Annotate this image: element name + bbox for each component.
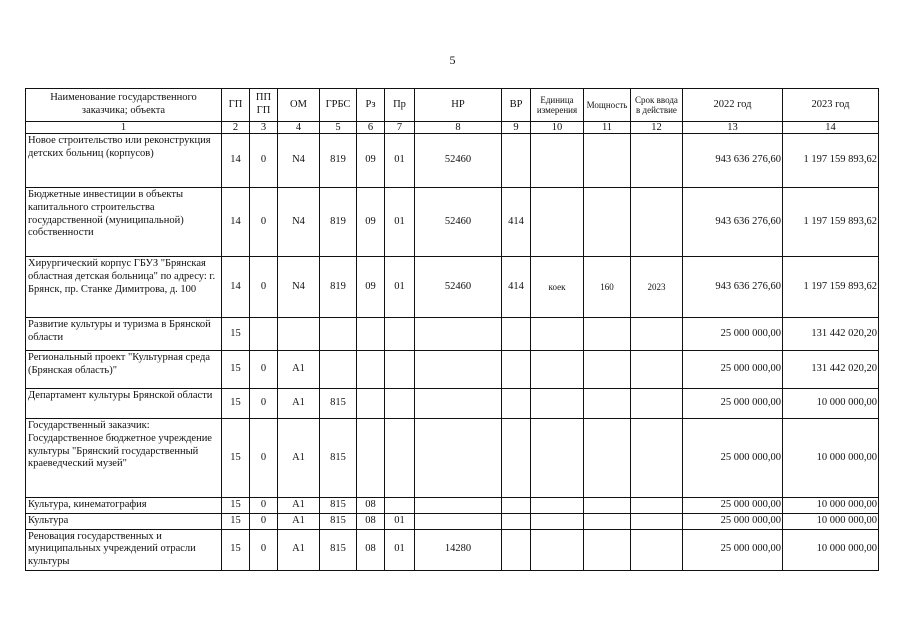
header-capacity: Мощность — [584, 89, 631, 122]
cell-vr — [502, 529, 531, 570]
cell-unit — [531, 513, 584, 529]
cell-2022: 25 000 000,00 — [683, 318, 783, 351]
header-om: ОМ — [278, 89, 320, 122]
table-row — [26, 257, 879, 318]
cell-name: Новое строительство или реконструкция детских больниц (корпусов) — [26, 134, 222, 188]
cell-pr: 01 — [385, 188, 415, 257]
header-ppgp-label: ППГП — [255, 92, 272, 116]
cell-om: N4 — [278, 134, 320, 188]
cell-2022: 943 636 276,60 — [683, 257, 783, 318]
header-name: Наименование государственного заказчика; объекта — [26, 89, 222, 122]
cell-om: A1 — [278, 389, 320, 419]
cell-capacity — [584, 389, 631, 419]
cell-om: A1 — [278, 419, 320, 498]
cell-grbs: 815 — [320, 419, 357, 498]
cell-name: Хирургический корпус ГБУЗ "Брянская областная детская больница" по адресу: г. Брянск, пр. Станке Димитрова, д. 100 — [26, 257, 222, 318]
cell-unit — [531, 318, 584, 351]
cell-unit: коек — [531, 257, 584, 318]
cell-nr: 14280 — [415, 529, 502, 570]
header-pr: Пр — [385, 89, 415, 122]
cell-term — [631, 188, 683, 257]
column-number: 11 — [584, 122, 631, 134]
cell-ppgp: 0 — [250, 419, 278, 498]
cell-vr — [502, 389, 531, 419]
cell-capacity — [584, 419, 631, 498]
cell-name: Культура, кинематография — [26, 498, 222, 514]
cell-capacity — [584, 498, 631, 514]
column-number: 12 — [631, 122, 683, 134]
cell-pr — [385, 419, 415, 498]
cell-2022: 943 636 276,60 — [683, 134, 783, 188]
column-number: 7 — [385, 122, 415, 134]
cell-ppgp: 0 — [250, 529, 278, 570]
cell-unit — [531, 529, 584, 570]
table-row — [26, 134, 879, 188]
cell-ppgp: 0 — [250, 351, 278, 389]
cell-pr: 01 — [385, 529, 415, 570]
cell-2023: 1 197 159 893,62 — [783, 188, 879, 257]
cell-ppgp: 0 — [250, 389, 278, 419]
page-number: 5 — [449, 53, 456, 67]
table-row — [26, 188, 879, 257]
cell-vr — [502, 134, 531, 188]
cell-gp: 15 — [222, 419, 250, 498]
cell-2022: 25 000 000,00 — [683, 351, 783, 389]
cell-pr — [385, 498, 415, 514]
cell-om: N4 — [278, 188, 320, 257]
cell-2023: 1 197 159 893,62 — [783, 134, 879, 188]
cell-gp: 14 — [222, 257, 250, 318]
cell-rz: 09 — [357, 257, 385, 318]
cell-ppgp: 0 — [250, 188, 278, 257]
table-row — [26, 498, 879, 514]
cell-gp: 15 — [222, 389, 250, 419]
column-number: 10 — [531, 122, 584, 134]
cell-nr — [415, 351, 502, 389]
cell-2022: 25 000 000,00 — [683, 498, 783, 514]
cell-capacity — [584, 318, 631, 351]
cell-om: N4 — [278, 257, 320, 318]
cell-pr — [385, 351, 415, 389]
cell-nr: 52460 — [415, 257, 502, 318]
cell-term — [631, 389, 683, 419]
cell-2023: 10 000 000,00 — [783, 529, 879, 570]
cell-capacity — [584, 188, 631, 257]
cell-om: A1 — [278, 513, 320, 529]
cell-grbs: 815 — [320, 529, 357, 570]
cell-unit — [531, 188, 584, 257]
header-rz: Рз — [357, 89, 385, 122]
cell-grbs — [320, 318, 357, 351]
cell-om: A1 — [278, 351, 320, 389]
cell-vr: 414 — [502, 188, 531, 257]
cell-nr — [415, 498, 502, 514]
cell-om: A1 — [278, 498, 320, 514]
table-row — [26, 419, 879, 498]
cell-gp: 15 — [222, 351, 250, 389]
cell-rz — [357, 351, 385, 389]
cell-ppgp — [250, 318, 278, 351]
column-number: 14 — [783, 122, 879, 134]
cell-ppgp: 0 — [250, 498, 278, 514]
cell-grbs: 815 — [320, 389, 357, 419]
cell-grbs: 819 — [320, 134, 357, 188]
cell-term: 2023 — [631, 257, 683, 318]
cell-gp: 14 — [222, 188, 250, 257]
header-unit: Единица измерения — [531, 89, 584, 122]
cell-nr — [415, 513, 502, 529]
cell-term — [631, 134, 683, 188]
table-row — [26, 529, 879, 570]
cell-nr — [415, 419, 502, 498]
cell-capacity — [584, 351, 631, 389]
column-number: 4 — [278, 122, 320, 134]
header-ppgp — [250, 89, 278, 122]
column-number-row — [26, 122, 879, 134]
cell-rz: 08 — [357, 498, 385, 514]
cell-unit — [531, 351, 584, 389]
cell-grbs: 819 — [320, 188, 357, 257]
cell-om: A1 — [278, 529, 320, 570]
cell-vr — [502, 318, 531, 351]
column-number: 3 — [250, 122, 278, 134]
cell-rz — [357, 419, 385, 498]
cell-vr — [502, 419, 531, 498]
cell-2022: 25 000 000,00 — [683, 513, 783, 529]
cell-name: Региональный проект "Культурная среда (Брянская область)" — [26, 351, 222, 389]
cell-unit — [531, 419, 584, 498]
cell-name: Департамент культуры Брянской области — [26, 389, 222, 419]
column-number: 5 — [320, 122, 357, 134]
header-grbs: ГРБС — [320, 89, 357, 122]
cell-vr — [502, 513, 531, 529]
cell-pr: 01 — [385, 257, 415, 318]
cell-nr — [415, 389, 502, 419]
cell-capacity — [584, 529, 631, 570]
cell-unit — [531, 134, 584, 188]
cell-capacity: 160 — [584, 257, 631, 318]
cell-om — [278, 318, 320, 351]
cell-name: Государственный заказчик: Государственное бюджетное учреждение культуры "Брянский государственный краеведческий музей" — [26, 419, 222, 498]
cell-rz — [357, 389, 385, 419]
cell-2022: 25 000 000,00 — [683, 389, 783, 419]
cell-ppgp: 0 — [250, 257, 278, 318]
cell-rz — [357, 318, 385, 351]
header-2022: 2022 год — [683, 89, 783, 122]
cell-term — [631, 318, 683, 351]
cell-2022: 25 000 000,00 — [683, 419, 783, 498]
cell-rz: 09 — [357, 188, 385, 257]
cell-2023: 10 000 000,00 — [783, 513, 879, 529]
cell-vr — [502, 498, 531, 514]
cell-term — [631, 351, 683, 389]
cell-ppgp: 0 — [250, 134, 278, 188]
cell-term — [631, 529, 683, 570]
cell-ppgp: 0 — [250, 513, 278, 529]
column-number: 13 — [683, 122, 783, 134]
column-number: 1 — [26, 122, 222, 134]
cell-gp: 15 — [222, 498, 250, 514]
cell-term — [631, 498, 683, 514]
cell-nr: 52460 — [415, 188, 502, 257]
budget-table — [25, 88, 879, 571]
cell-pr — [385, 318, 415, 351]
cell-grbs: 815 — [320, 498, 357, 514]
cell-pr — [385, 389, 415, 419]
cell-2023: 10 000 000,00 — [783, 389, 879, 419]
column-number: 8 — [415, 122, 502, 134]
header-vr: ВР — [502, 89, 531, 122]
cell-nr: 52460 — [415, 134, 502, 188]
cell-2023: 131 442 020,20 — [783, 351, 879, 389]
cell-name: Реновация государственных и муниципальных учреждений отрасли культуры — [26, 529, 222, 570]
header-2023: 2023 год — [783, 89, 879, 122]
cell-pr: 01 — [385, 513, 415, 529]
table-row — [26, 513, 879, 529]
cell-grbs: 815 — [320, 513, 357, 529]
header-row — [26, 89, 879, 122]
cell-rz: 08 — [357, 529, 385, 570]
cell-gp: 15 — [222, 513, 250, 529]
column-number: 6 — [357, 122, 385, 134]
cell-vr — [502, 351, 531, 389]
cell-gp: 14 — [222, 134, 250, 188]
header-gp: ГП — [222, 89, 250, 122]
cell-name: Бюджетные инвестиции в объекты капитального строительства государственной (муниципальной) собственности — [26, 188, 222, 257]
table-row — [26, 318, 879, 351]
cell-term — [631, 513, 683, 529]
cell-pr: 01 — [385, 134, 415, 188]
table-row — [26, 351, 879, 389]
cell-unit — [531, 389, 584, 419]
cell-vr: 414 — [502, 257, 531, 318]
cell-capacity — [584, 513, 631, 529]
cell-unit — [531, 498, 584, 514]
header-nr: НР — [415, 89, 502, 122]
column-number: 9 — [502, 122, 531, 134]
cell-rz: 09 — [357, 134, 385, 188]
table-body — [26, 134, 879, 571]
cell-grbs — [320, 351, 357, 389]
cell-grbs: 819 — [320, 257, 357, 318]
cell-capacity — [584, 134, 631, 188]
cell-2023: 1 197 159 893,62 — [783, 257, 879, 318]
cell-gp: 15 — [222, 318, 250, 351]
column-number: 2 — [222, 122, 250, 134]
cell-gp: 15 — [222, 529, 250, 570]
cell-2023: 10 000 000,00 — [783, 498, 879, 514]
cell-2022: 943 636 276,60 — [683, 188, 783, 257]
cell-2022: 25 000 000,00 — [683, 529, 783, 570]
cell-rz: 08 — [357, 513, 385, 529]
cell-2023: 10 000 000,00 — [783, 419, 879, 498]
header-term: Срок ввода в действие — [631, 89, 683, 122]
cell-term — [631, 419, 683, 498]
cell-name: Развитие культуры и туризма в Брянской области — [26, 318, 222, 351]
cell-2023: 131 442 020,20 — [783, 318, 879, 351]
table-row — [26, 389, 879, 419]
cell-nr — [415, 318, 502, 351]
cell-name: Культура — [26, 513, 222, 529]
